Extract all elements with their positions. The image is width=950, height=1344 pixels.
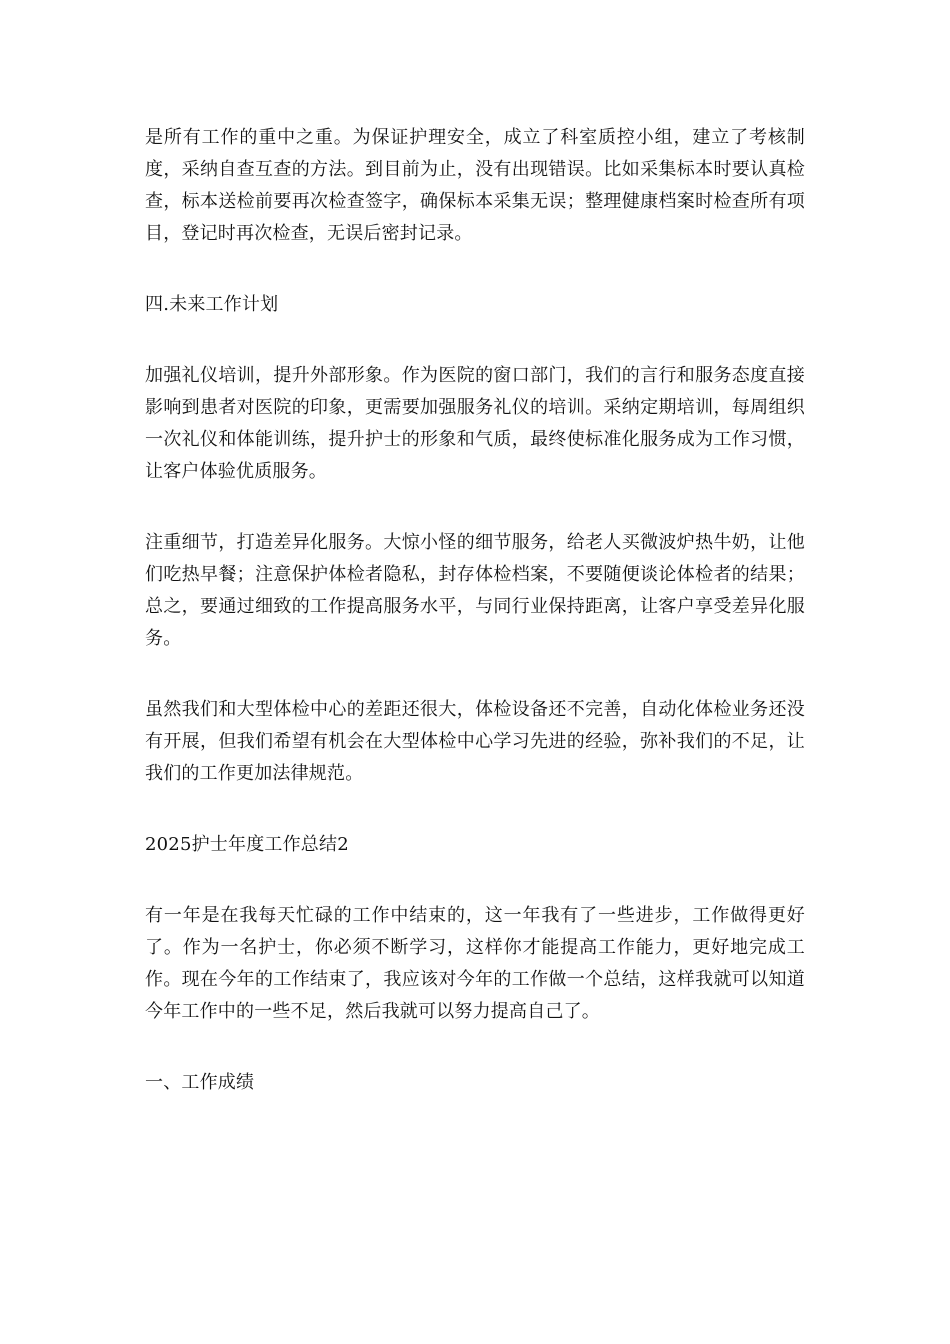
paragraph-detail-service: 注重细节，打造差异化服务。大惊小怪的细节服务，给老人买微波炉热牛奶，让他们吃热早餐；注意保护体检者隐私，封存体检档案，不要随便谈论体检者的结果；总之，要通过细致的工作提高服务水平，与同行业保持距离，让客户享受差异化服务。 [145,532,805,649]
document-body [145,122,805,1138]
paragraph-etiquette-training: 加强礼仪培训，提升外部形象。作为医院的窗口部门，我们的言行和服务态度直接影响到患者对医院的印象，更需要加强服务礼仪的培训。采纳定期培训，每周组织一次礼仪和体能训练，提升护士的形象和气质，最终使标准化服务成为工作习惯，让客户体验优质服务。 [145,365,805,482]
section-heading-achievements: 一、工作成绩 [145,1072,255,1093]
paragraph-gap-with-centers: 虽然我们和大型体检中心的差距还很大，体检设备还不完善，自动化体检业务还没有开展，但我们希望有机会在大型体检中心学习先进的经验，弥补我们的不足，让我们的工作更加法律规范。 [145,699,805,784]
paragraph-quality-control: 是所有工作的重中之重。为保证护理安全，成立了科室质控小组，建立了考核制度，采纳自查互查的方法。到目前为止，没有出现错误。比如采集标本时要认真检查，标本送检前要再次检查签字，确保标本采集无误；整理健康档案时检查所有项目，登记时再次检查，无误后密封记录。 [145,127,805,244]
section-heading-future-plan: 四.未来工作计划 [145,294,279,315]
document-title-summary-2: 2025护士年度工作总结2 [145,834,349,855]
paragraph-year-intro: 有一年是在我每天忙碌的工作中结束的，这一年我有了一些进步，工作做得更好了。作为一名护士，你必须不断学习，这样你才能提高工作能力，更好地完成工作。现在今年的工作结束了，我应该对今年的工作做一个总结，这样我就可以知道今年工作中的一些不足，然后我就可以努力提高自己了。 [145,905,805,1022]
